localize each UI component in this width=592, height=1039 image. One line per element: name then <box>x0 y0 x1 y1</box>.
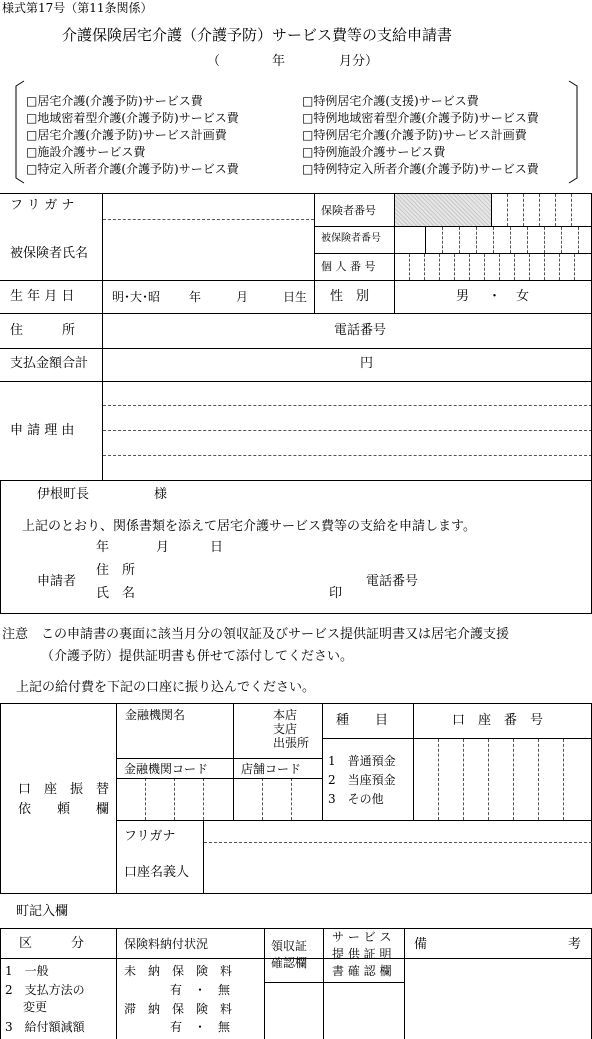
birth-day-label: 日生 <box>283 290 308 304</box>
service-option[interactable]: □特例施設介護サービス費 <box>302 145 446 159</box>
insured-name-label: 被保険者氏名 <box>10 246 89 261</box>
right-bracket <box>567 80 585 185</box>
transfer-request: 上記の給付費を下記の口座に振り込んでください。 <box>16 680 316 695</box>
remarks-header-1: 備 <box>414 937 428 952</box>
form-title: 介護保険居宅介護（介護予防）サービス費等の支給申請書 <box>62 26 453 44</box>
seal-mark: 印 <box>329 586 343 601</box>
branch-head-office[interactable]: 本店 <box>273 708 298 722</box>
date-day-label: 日 <box>210 540 224 555</box>
kind-label: 種 目 <box>336 713 389 728</box>
payment-status-header: 保険料納付状況 <box>124 937 209 951</box>
service-option[interactable]: □居宅介護(介護予防)サービス計画費 <box>26 128 227 142</box>
applicant-label: 申請者 <box>37 574 77 589</box>
insurer-number-label: 保険者番号 <box>321 204 376 217</box>
service-option[interactable]: □特例居宅介護(支援)サービス費 <box>302 94 479 108</box>
left-bracket <box>8 80 26 185</box>
note-line-1: 注意 この申請書の裏面に該当月分の領収証及びサービス提供証明書又は居宅介護支援 <box>2 627 510 642</box>
era-options[interactable]: 明･大･昭 <box>112 290 161 304</box>
delinquent-yes-no[interactable]: 有 ・ 無 <box>170 1020 231 1034</box>
reason-label: 申 請 理 由 <box>10 423 75 438</box>
phone-label: 電話番号 <box>334 323 387 338</box>
honorific: 様 <box>154 487 168 502</box>
receipt-header-2: 確認欄 <box>271 956 308 970</box>
branch-sub-office[interactable]: 出張所 <box>273 736 310 750</box>
unpaid-premium-label: 未 納 保 険 料 <box>124 964 233 978</box>
service-header-2: 提 供 証 明 <box>332 947 392 961</box>
holder-name-label: 口座名義人 <box>124 865 190 880</box>
division-benefit-reduction[interactable]: 3 給付額減額 <box>5 1020 85 1034</box>
sex-separator: ・ <box>488 289 502 304</box>
kind-current[interactable]: 2 当座預金 <box>328 773 396 787</box>
holder-furigana-label: フリガナ <box>124 829 176 844</box>
date-year-label: 年 <box>96 540 110 555</box>
service-option[interactable]: □特例地域密着型介護(介護予防)サービス費 <box>302 111 539 125</box>
division-general[interactable]: 1 一般 <box>5 964 49 978</box>
birth-date-label: 生 年 月 日 <box>10 289 75 304</box>
institution-name-label: 金融機関名 <box>125 708 186 722</box>
receipt-header-1: 領収証 <box>271 939 308 953</box>
personal-number-label: 個 人 番 号 <box>321 260 376 273</box>
service-option[interactable]: □特例居宅介護(介護予防)サービス計画費 <box>302 128 527 142</box>
declaration-statement: 上記のとおり、関係書類を添えて居宅介護サービス費等の支給を申請します。 <box>22 519 476 534</box>
applicant-address-label: 住 所 <box>96 563 136 578</box>
mayor-label: 伊根町長 <box>37 487 90 502</box>
town-entry-heading: 町記入欄 <box>16 904 69 919</box>
division-header: 区 分 <box>19 936 85 951</box>
branch-code-label: 店舗コード <box>241 762 302 776</box>
note-line-2: （介護予防）提供証明書も併せて添付してください。 <box>41 649 354 664</box>
birth-year-label: 年 <box>189 290 202 304</box>
period-month: 月分） <box>339 54 379 69</box>
sex-female-option[interactable]: 女 <box>516 289 530 304</box>
delinquent-premium-label: 滞 納 保 険 料 <box>124 1002 233 1016</box>
remarks-header-2: 考 <box>568 937 582 952</box>
yen-unit: 円 <box>360 356 374 371</box>
address-label: 住 所 <box>10 323 76 338</box>
applicant-phone-label: 電話番号 <box>366 574 419 589</box>
division-payment-change-2: 変更 <box>23 1000 48 1014</box>
total-amount-label: 支払金額合計 <box>10 356 89 371</box>
division-payment-change[interactable]: 2 支払方法の <box>5 983 85 997</box>
period-year: 年 <box>272 54 286 69</box>
unpaid-yes-no[interactable]: 有 ・ 無 <box>170 983 231 997</box>
service-option[interactable]: □特例特定入所者介護(介護予防)サービス費 <box>302 162 539 176</box>
kind-ordinary[interactable]: 1 普通預金 <box>328 754 396 768</box>
service-option[interactable]: □居宅介護(介護予防)サービス費 <box>26 94 203 108</box>
institution-code-label: 金融機関コード <box>124 762 209 776</box>
insured-number-label: 被保険者番号 <box>321 233 381 244</box>
transfer-label-1: 口 座 振 替 <box>18 782 110 797</box>
service-option[interactable]: □施設介護サービス費 <box>26 145 146 159</box>
branch-branch[interactable]: 支店 <box>273 722 298 736</box>
kind-other[interactable]: 3 その他 <box>328 792 384 806</box>
applicant-name-label: 氏 名 <box>96 586 136 601</box>
service-option[interactable]: □地域密着型介護(介護予防)サービス費 <box>26 111 239 125</box>
service-option[interactable]: □特定入所者介護(介護予防)サービス費 <box>26 162 239 176</box>
transfer-label-2: 依 頼 欄 <box>18 802 110 817</box>
date-month-label: 月 <box>156 540 170 555</box>
furigana-label: フ リ ガ ナ <box>10 198 75 213</box>
period-open: （ <box>207 54 221 69</box>
sex-male-option[interactable]: 男 <box>456 289 470 304</box>
birth-month-label: 月 <box>236 290 249 304</box>
service-header-1: サ ー ビ ス <box>332 930 392 944</box>
account-number-label: 口 座 番 号 <box>452 713 544 728</box>
service-header-3: 書 確 認 欄 <box>332 964 392 978</box>
sex-label: 性 別 <box>330 289 370 304</box>
form-number: 様式第17号（第11条関係） <box>2 1 153 15</box>
